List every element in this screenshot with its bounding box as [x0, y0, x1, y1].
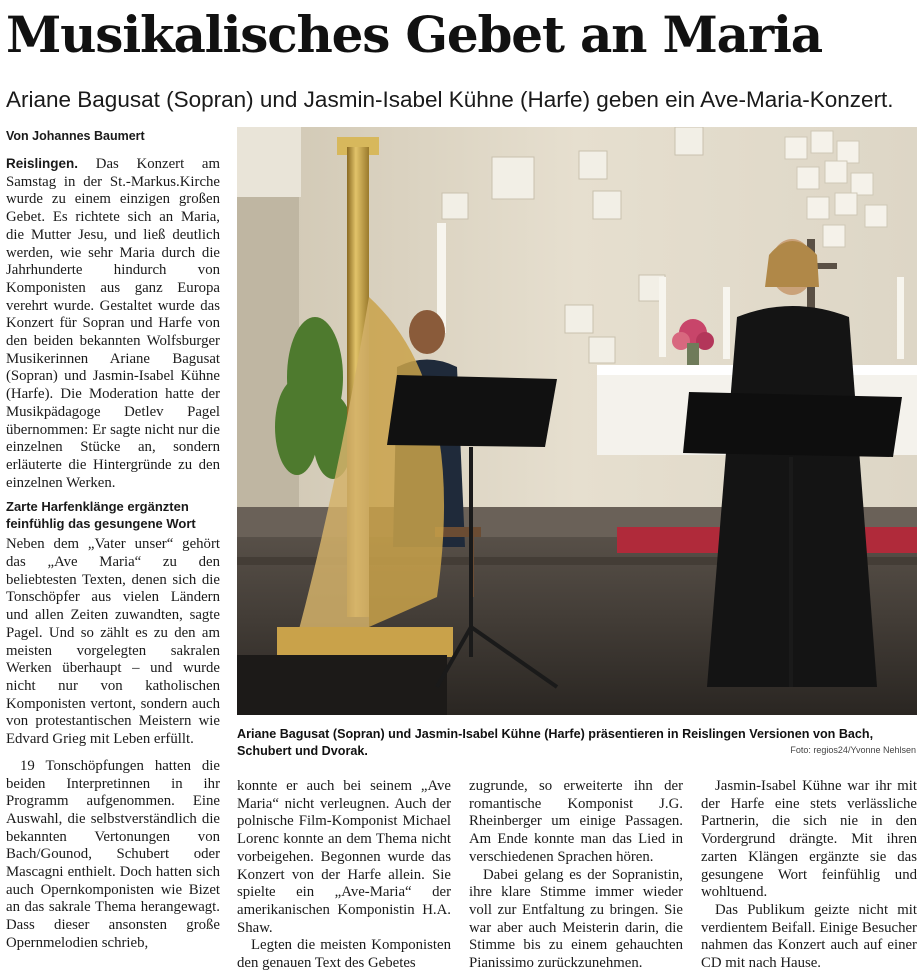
- dateline: Reislingen.: [6, 156, 79, 171]
- paragraph-komponisten: Legten die meisten Komponisten den genauen Text des Gebetes: [237, 937, 451, 972]
- article-column-3: [469, 778, 683, 973]
- author-byline: Von Johannes Baumert: [6, 129, 145, 143]
- paragraph-sopranistin: Dabei gelang es der Sopranistin, ihre klare Stimme immer wieder voll zur Entfaltung zu bringen. Sie war aber auch Meisterin darin, die Stimme bis zu einem gehauchten Pianissimo zurückzunehmen.: [469, 866, 683, 972]
- article-column-1: [6, 128, 220, 953]
- article-column-2: [237, 778, 451, 973]
- headline: Musikalisches Gebet an Maria: [6, 5, 823, 64]
- subheadline: Ariane Bagusat (Sopran) und Jasmin-Isabel Kühne (Harfe) geben ein Ave-Maria-Konzert.: [6, 87, 894, 112]
- photo-caption: Ariane Bagusat (Sopran) und Jasmin-Isabel Kühne (Harfe) präsentieren in Reislingen Versionen von Bach, Schubert und Dvorak.: [237, 727, 874, 758]
- concert-photo-illustration: [237, 127, 917, 715]
- photo-credit: Foto: regios24/Yvonne Nehlsen: [790, 745, 916, 755]
- section-subhead: Zarte Harfenklänge ergänzten feinfühlig das gesungene Wort: [6, 499, 196, 531]
- paragraph-bizet: konnte er auch bei seinem „Ave Maria“ nicht verleugnen. Auch der polnische Film-Komponist Michael Lorenc konnte an dem Thema nicht vorbeigehen. Begonnen wurde das Konzert von der Harfe allein. Sie spielte ein „Ave-Maria“ der amerikanischen Komponistin H.A. Shaw.: [237, 778, 451, 936]
- paragraph-kuehne: Jasmin-Isabel Kühne war ihr mit der Harfe eine stets verlässliche Partnerin, die sich nie in den Vordergrund drängte. Mit ihren zarten Klängen ergänzte sie das gesungene Wort feinfühlig und wohltuend.: [701, 778, 917, 901]
- article-column-4: [701, 778, 917, 973]
- paragraph-vater-unser: Neben dem „Vater unser“ gehört das „Ave Maria“ zu den beliebtesten Texten, denen sich die Tonschöpfer aus vielen Ländern und allen Zeiten zuwandten, sagte Pagel. Und so zählt es zu den am meisten vorgelegten sakralen Werken überhaupt – und wurde nicht nur von katholischen Komponisten vertont, sondern auch von protestantischen Meistern wie Edvard Grieg mit Leben erfüllt.: [6, 536, 220, 748]
- paragraph-rheinberger: zugrunde, so erweiterte ihn der romantische Komponist J.G. Rheinberger um einige Passagen. Am Ende konnte man das Lied in verschiedenen Sprachen hören.: [469, 778, 683, 865]
- paragraph-publikum: Das Publikum geizte nicht mit verdientem Beifall. Einige Besucher nahmen das Konzert auch auf einer CD mit nach Hause.: [701, 901, 917, 972]
- paragraph-tonschoepfungen: 19 Tonschöpfungen hatten die beiden Interpretinnen in ihr Programm aufgenommen. Eine Auswahl, die selbstverständlich die bekannten Vertonungen von Bach/Gounod, Schubert oder Mascagni enthielt. Doch hatten sich auch Opernkomponisten wie Bizet an das sakrale Thema herangewagt. Dass dieser ansonsten große Opernmelodien schrieb,: [6, 757, 220, 951]
- paragraph-intro: [6, 155, 220, 492]
- paragraph-intro-text: Das Konzert am Samstag in der St.-Markus.Kirche wurde zu einem einzigen großen Gebet. Es richtete sich an Maria, die Mutter Jesu, und ließ deutlich werden, wie sehr Maria durch die Jahrhunderte hindurch von Komponisten aus ganz Europa verehrt wurde. Gestaltet wurde das Konzert für Sopran und Harfe von den beiden bekannten Wolfsburger Musikerinnen Ariane Bagusat (Sopran) und Jasmin-Isabel Kühne (Harfe). Die Moderation hatte der Musikpädagoge Detlev Pagel übernommen: Er sagte nicht nur die einzelnen Stücke an, sondern erläuterte die Hintergründe zu den einzelnen Werken.: [6, 156, 220, 491]
- concert-photo: [237, 127, 917, 715]
